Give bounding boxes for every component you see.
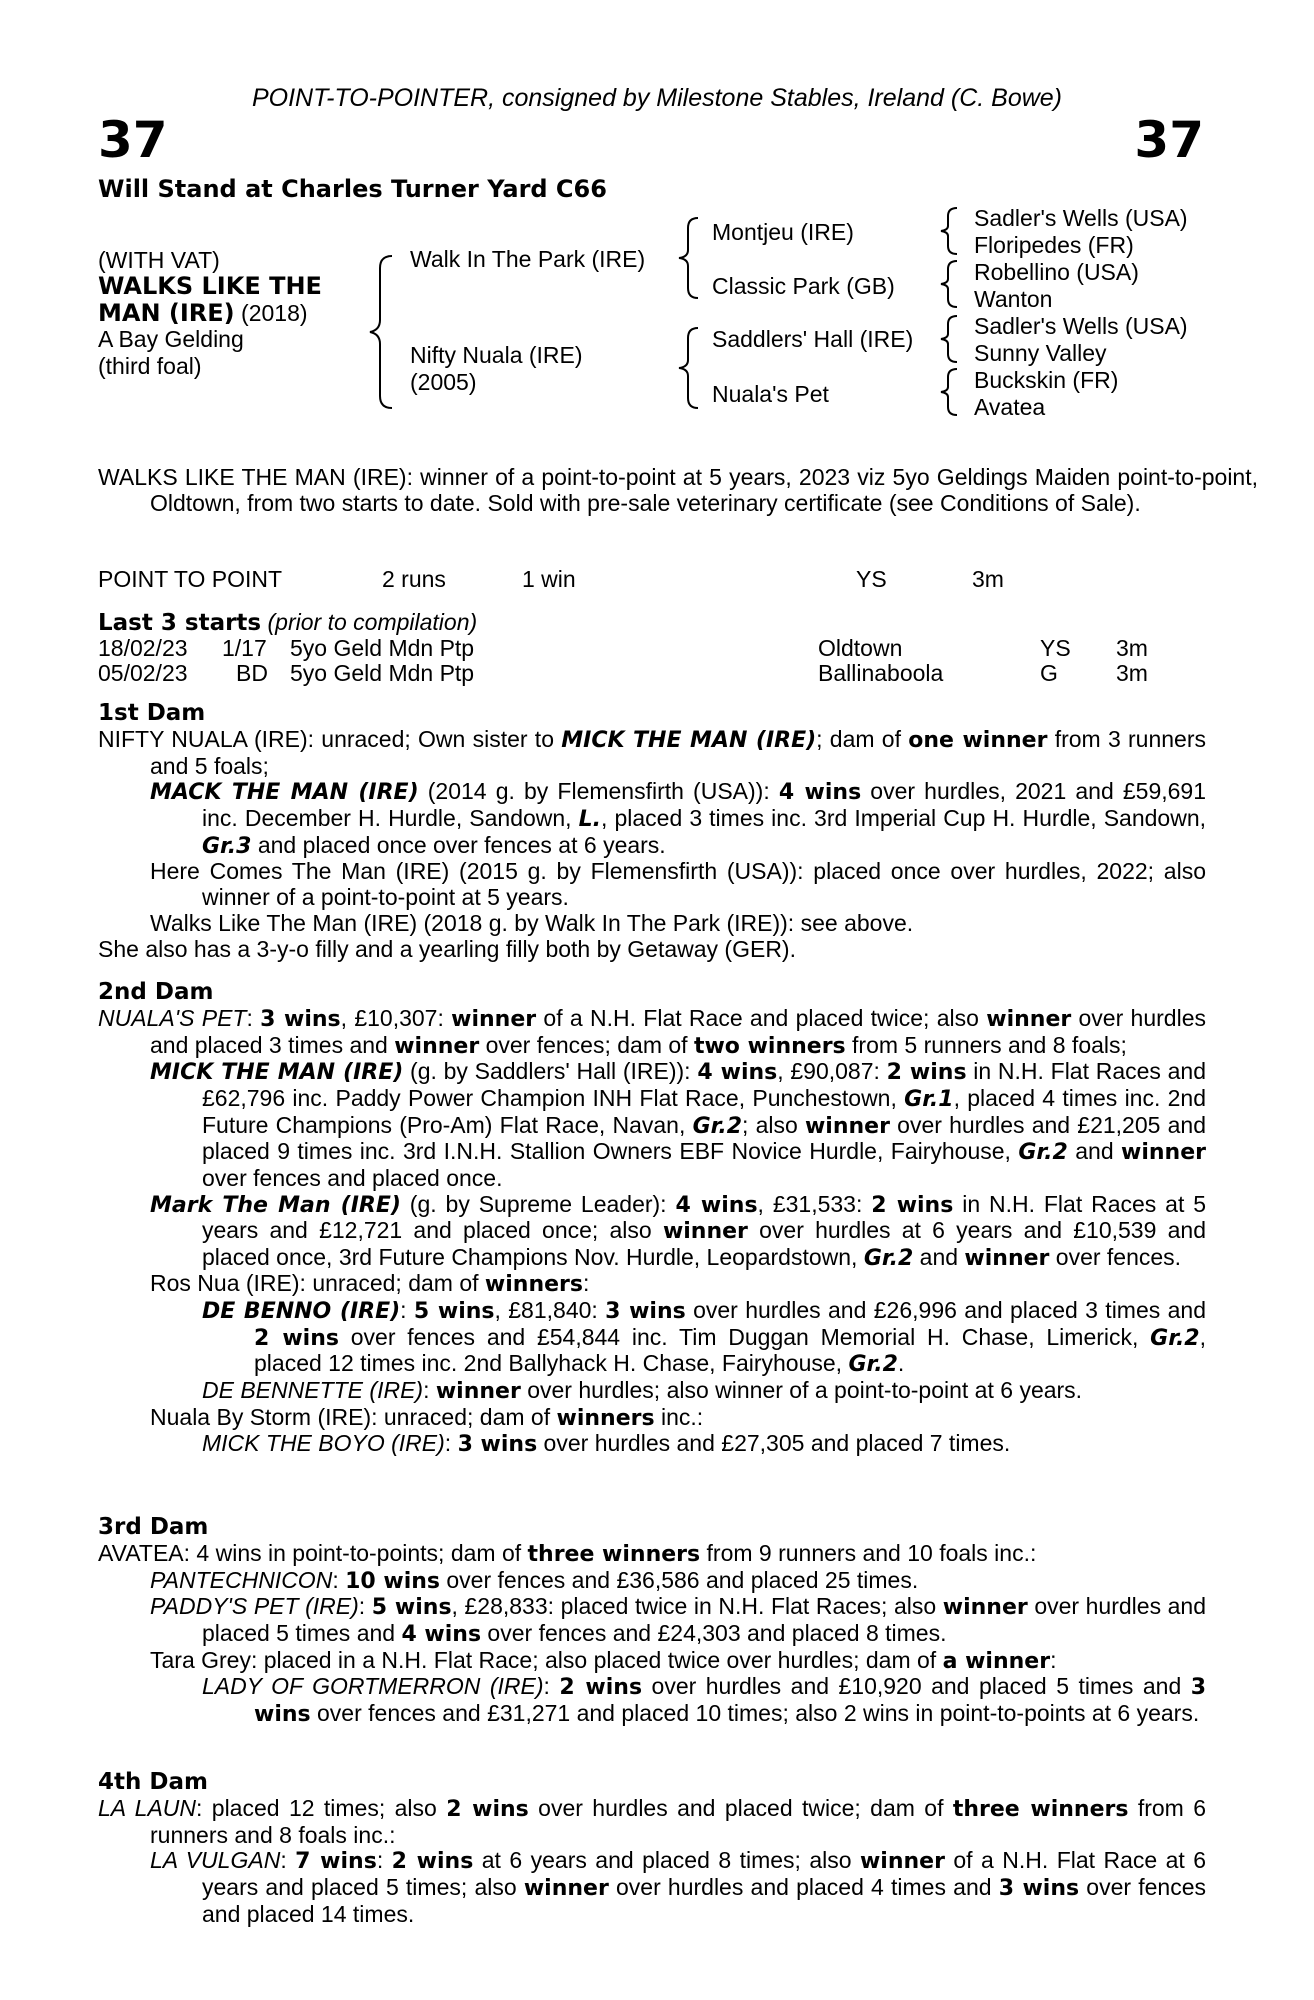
text: over fences; dam of [479,1031,694,1058]
emphasis: winner [942,1595,1028,1621]
dam1-progeny [150,779,1206,859]
pedigree-ggp-7: Buckskin (FR) [974,367,1119,393]
pedigree-brace-gg4 [938,367,960,417]
text: (g. by Saddlers' Hall (IRE)): [403,1058,698,1085]
text: : [376,1847,392,1874]
emphasis: three winners [527,1542,701,1567]
pedigree-dam: Nifty Nuala (IRE) [410,342,583,368]
pedigree-dam-year: (2005) [410,369,477,395]
record-runs: 2 runs [382,566,446,592]
dam3-entry [98,1541,1206,1568]
pedigree-ggp-8: Avatea [974,394,1046,420]
emphasis: 4 wins [401,1621,482,1647]
horse-name: LADY OF GORTMERRON (IRE) [202,1673,544,1700]
text: (g. by Supreme Leader): [400,1190,676,1217]
text: over hurdles and £26,996 and placed 3 times and [685,1297,1207,1323]
pedigree-brace-sire [676,216,702,300]
last-starts-heading [98,610,477,637]
section-heading-2nd-dam: 2nd Dam [98,979,214,1005]
last-starts-note: (prior to compilation) [267,609,478,635]
text: and [913,1243,965,1270]
text: over hurdles; also winner of a point-to-point at 6 years. [520,1376,1083,1403]
pedigree-brace-dam [676,326,702,410]
emphasis: 5 wins [413,1299,495,1324]
text: Nuala By Storm (IRE): unraced; dam of [150,1403,557,1430]
start-row-course: Ballinaboola [818,660,944,686]
horse-description: A Bay Gelding [98,326,244,352]
dam2-grand-progeny [202,1431,1206,1458]
horse-name: PANTECHNICON [150,1566,333,1593]
emphasis: a winner [942,1648,1051,1674]
text: (2014 g. by Flemensfirth (USA)): [418,778,779,805]
text: over fences. [1049,1243,1182,1270]
dam3-progeny [150,1594,1206,1647]
pedigree-sire: Walk In The Park (IRE) [410,246,646,272]
lot-number-left: 37 [98,111,168,169]
text: over hurdles and placed 3 times and [150,1005,1206,1058]
horse-name-line2-row [98,300,308,327]
dam2-body [98,1006,1206,1458]
start-row-race: 5yo Geld Mdn Ptp [290,635,475,661]
horse-name: NUALA'S PET [98,1005,247,1031]
text: : [332,1566,346,1593]
text: from 9 runners and 10 foals inc.: [700,1540,1037,1566]
text: over fences and £24,303 and placed 8 times. [481,1619,947,1646]
emphasis: winner [986,1007,1072,1032]
text: : placed 12 times; also [196,1795,447,1821]
start-row-race: 5yo Geld Mdn Ptp [290,660,475,686]
emphasis: two winners [693,1033,846,1059]
text: , £31,533: [757,1190,872,1217]
pedigree-dam-sire: Saddlers' Hall (IRE) [712,326,914,352]
emphasis: winner [451,1007,537,1032]
pedigree-dam-dam: Nuala's Pet [712,381,829,407]
text: over hurdles and £27,305 and placed 7 times. [537,1430,1011,1457]
emphasis: winner [435,1378,521,1404]
horse-name: MICK THE MAN (IRE) [561,728,817,753]
emphasis: one winner [908,728,1048,753]
text: over hurdles and placed twice; dam of [528,1795,953,1821]
text: from 6 runners and 8 foals inc.: [150,1795,1206,1848]
grade: Gr.2 [1018,1140,1068,1166]
emphasis: 4 wins [778,780,862,806]
text: , placed 12 times inc. 2nd Ballyhack H. Chase, Fairyhouse, [254,1323,1206,1377]
text: : [280,1847,296,1874]
text: ; dam of [816,726,909,752]
horse-name: Mark The Man (IRE) [150,1192,401,1218]
emphasis: 5 wins [371,1595,452,1621]
dam2-progeny [150,1405,1206,1432]
text: in N.H. Flat Races and £62,796 inc. Paddy Power Champion INH Flat Race, Punchestown, [202,1058,1207,1111]
text: from 3 runners and 5 foals; [150,726,1206,779]
emphasis: 2 wins [391,1849,474,1875]
horse-name-line1: WALKS LIKE THE [98,272,322,300]
dam3-progeny [150,1648,1206,1675]
record-wins: 1 win [522,566,576,592]
dam3-progeny [150,1568,1206,1595]
text: : [444,1430,458,1457]
emphasis: 3 wins [260,1007,341,1032]
record-label: POINT TO POINT [98,566,283,592]
emphasis: 3 wins [605,1299,686,1324]
text: over fences and £31,271 and placed 10 times; also 2 wins in point-to-points at 6 years. [310,1699,1200,1726]
horse-name: MACK THE MAN (IRE) [150,780,419,806]
start-row-position: 1/17 [222,635,267,661]
text: over fences and £36,586 and placed 25 times. [440,1566,919,1593]
emphasis: winners [556,1405,655,1431]
dam4-body [98,1796,1206,1927]
text: , placed 4 times inc. 2nd Future Champions (Pro-Am) Flat Race, Navan, [202,1084,1207,1138]
start-row-date: 18/02/23 [98,635,188,661]
text: , £10,307: [340,1005,452,1031]
pedigree-ggp-5: Sadler's Wells (USA) [974,313,1188,339]
lot-number-right: 37 [1134,111,1204,169]
dam2-progeny [150,1059,1206,1191]
start-row-position: BD [236,660,268,686]
pedigree-brace-gg1 [938,206,960,256]
emphasis: 3 wins [457,1432,538,1458]
emphasis: 10 wins [345,1568,440,1594]
consignment-header: POINT-TO-POINTER, consigned by Milestone Stables, Ireland (C. Bowe) [251,84,1063,112]
emphasis: 3 wins [254,1675,1207,1727]
pedigree-brace-gg2 [938,259,960,309]
start-row-going: G [1040,660,1058,686]
pedigree-brace-main [366,254,396,410]
grade: Gr.3 [202,833,252,859]
last-starts-title: Last 3 starts [98,610,262,636]
text: and [1067,1138,1122,1165]
text: : [1050,1646,1057,1673]
record-distance: 3m [972,566,1004,592]
foal-note: (third foal) [98,353,202,379]
pedigree-ggp-2: Floripedes (FR) [974,232,1134,258]
stand-location: Will Stand at Charles Turner Yard C66 [98,175,607,203]
text: : [423,1376,436,1403]
pedigree-brace-gg3 [938,314,960,364]
grade: Gr.1 [904,1086,954,1112]
emphasis: winner [964,1245,1050,1271]
start-row-distance: 3m [1116,635,1148,661]
horse-name: DE BENNO (IRE) [202,1299,401,1324]
pedigree-ggp-4: Wanton [974,286,1053,312]
dam2-entry [98,1006,1206,1059]
text: AVATEA: 4 wins in point-to-points; dam of [98,1540,528,1566]
text: : [543,1673,560,1700]
dam1-progeny: Here Comes The Man (IRE) (2015 g. by Flemensfirth (USA)): placed once over hurdles, 2022; also winner of a point-to-point at 5 years. [150,858,1206,910]
pedigree-ggp-1: Sadler's Wells (USA) [974,205,1188,231]
text: over fences and placed once. [202,1164,503,1191]
text: over fences and £54,844 inc. Tim Duggan Memorial H. Chase, Limerick, [338,1323,1151,1350]
pedigree-ggp-6: Sunny Valley [974,340,1107,366]
dam3-grand-progeny [202,1674,1206,1727]
dam1-progeny: Walks Like The Man (IRE) (2018 g. by Walk In The Park (IRE)): see above. [150,909,914,936]
text: . [897,1350,905,1377]
text: : [582,1270,590,1297]
emphasis: winner [523,1876,609,1901]
grade: Gr.2 [848,1352,898,1378]
emphasis: 4 wins [697,1060,778,1086]
text: over hurdles and placed 5 times and [202,1593,1207,1646]
text: , £90,087: [777,1058,887,1085]
emphasis: three winners [952,1797,1129,1822]
text: over hurdles and placed 4 times and [608,1874,999,1900]
section-heading-1st-dam: 1st Dam [98,700,206,726]
grade: Gr.2 [692,1113,742,1139]
emphasis: winner [662,1219,748,1245]
dam2-grand-progeny [202,1378,1206,1405]
text: of a N.H. Flat Race and placed twice; also [536,1005,987,1031]
text: at 6 years and placed 8 times; also [473,1847,860,1874]
horse-year: (2018) [241,300,308,326]
emphasis: winner [859,1849,945,1875]
emphasis: 2 wins [446,1797,529,1822]
start-row-course: Oldtown [818,635,903,661]
text: Ros Nua (IRE): unraced; dam of [150,1270,485,1297]
text: in N.H. Flat Races at 5 years and £12,721 and placed once; also [202,1190,1207,1244]
section-heading-4th-dam: 4th Dam [98,1769,208,1795]
pedigree-sire-sire: Montjeu (IRE) [712,219,854,245]
text: inc.: [654,1403,704,1430]
emphasis: winner [1121,1140,1206,1166]
horse-name: LA VULGAN [150,1847,281,1874]
start-row-going: YS [1040,635,1071,661]
horse-name: MICK THE BOYO (IRE) [202,1430,445,1457]
text: , £28,833: placed twice in N.H. Flat Races; also [451,1593,943,1620]
emphasis: winner [804,1113,890,1139]
dam4-progeny [150,1848,1206,1927]
emphasis: winners [484,1272,583,1298]
dam2-grand-progeny [202,1298,1206,1378]
horse-summary: WALKS LIKE THE MAN (IRE): winner of a point-to-point at 5 years, 2023 viz 5yo Geldings Maiden point-to-point, Oldtown, from two starts to date. Sold with pre-sale veterinary certificate (see Conditions of Sale). [98,464,1258,516]
text: and placed once over fences at 6 years. [251,831,666,858]
pedigree-sire-dam: Classic Park (GB) [712,273,895,299]
text: over fences and placed 14 times. [202,1874,1206,1927]
text: : [400,1297,414,1323]
text: ; also [742,1111,805,1138]
emphasis: 4 wins [675,1192,758,1218]
emphasis: 2 wins [254,1325,339,1351]
grade: Gr.2 [863,1245,914,1271]
horse-name: DE BENNETTE (IRE) [202,1376,424,1403]
record-going: YS [856,566,887,592]
text: : [246,1005,261,1031]
text: over hurdles and £10,920 and placed 5 times and [642,1673,1191,1700]
text: of a N.H. Flat Race at 6 years and placed 5 times; also [202,1847,1207,1900]
dam2-progeny [150,1192,1206,1272]
text: Tara Grey: placed in a N.H. Flat Race; also placed twice over hurdles; dam of [150,1646,943,1673]
horse-name: PADDY'S PET (IRE) [150,1593,359,1620]
text: over hurdles and £21,205 and placed 9 times inc. 3rd I.N.H. Stallion Owners EBF Novice Hurdle, Fairyhouse, [202,1111,1206,1165]
emphasis: 7 wins [295,1849,377,1875]
emphasis: 3 wins [998,1876,1080,1901]
dam2-progeny [150,1271,1206,1298]
section-heading-3rd-dam: 3rd Dam [98,1514,209,1540]
text: NIFTY NUALA (IRE): unraced; Own sister to [98,726,562,752]
text: , £81,840: [494,1297,606,1323]
pedigree-ggp-3: Robellino (USA) [974,259,1139,285]
start-row-distance: 3m [1116,660,1148,686]
text: , placed 3 times inc. 3rd Imperial Cup H. Hurdle, Sandown, [601,805,1207,831]
horse-name: MICK THE MAN (IRE) [150,1060,404,1086]
text: over hurdles at 6 years and £10,539 and placed once, 3rd Future Champions Nov. Hurdle, Leopardstown, [202,1217,1206,1270]
emphasis: 2 wins [886,1060,967,1086]
horse-name-line2: MAN (IRE) [98,299,235,327]
emphasis: 2 wins [871,1192,954,1218]
dam3-body [98,1541,1206,1727]
grade: Gr.2 [1150,1325,1200,1351]
emphasis: winner [394,1033,480,1059]
emphasis: 2 wins [559,1675,643,1701]
dam4-entry [98,1796,1206,1848]
dam1-note: She also has a 3-y-o filly and a yearling filly both by Getaway (GER). [98,935,796,962]
dam1-body [98,727,1206,962]
text: from 5 runners and 8 foals; [845,1031,1127,1058]
dam1-entry [98,727,1206,779]
vat-note: (WITH VAT) [98,247,220,273]
grade: L. [578,807,602,832]
text: : [358,1593,372,1620]
horse-name: LA LAUN [98,1795,197,1821]
text: over hurdles, 2021 and £59,691 inc. December H. Hurdle, Sandown, [202,778,1206,831]
start-row-date: 05/02/23 [98,660,188,686]
